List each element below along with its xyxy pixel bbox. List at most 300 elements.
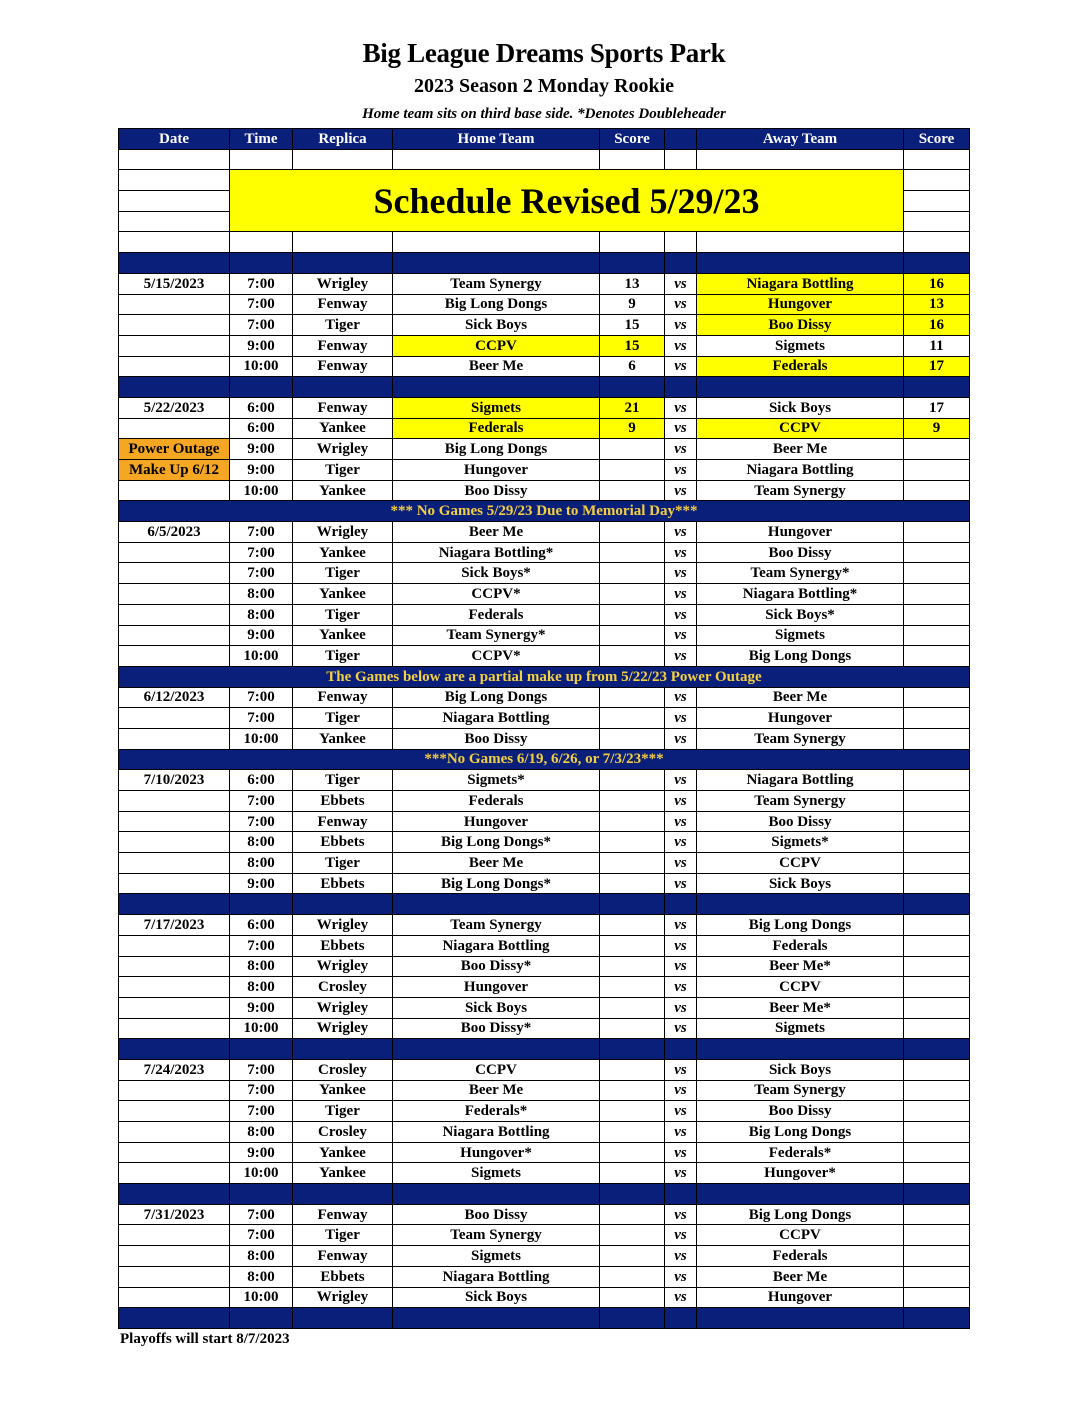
away-team: Sick Boys [697, 397, 904, 418]
away-team: Sigmets* [697, 832, 904, 853]
game-date: 7/17/2023 [119, 915, 230, 936]
vs-label: vs [665, 873, 697, 894]
blank-cell [600, 232, 665, 253]
blank-cell [904, 191, 970, 212]
table-row [119, 832, 970, 853]
divider-cell [393, 253, 600, 274]
home-team: Hungover [393, 460, 600, 481]
vs-label: vs [665, 935, 697, 956]
vs-label: vs [665, 728, 697, 749]
game-date [119, 480, 230, 501]
divider-cell [230, 1184, 293, 1205]
game-field: Fenway [293, 397, 393, 418]
game-field: Fenway [293, 811, 393, 832]
divider-row [119, 377, 970, 398]
game-time: 8:00 [230, 1122, 293, 1143]
away-team: Sick Boys* [697, 604, 904, 625]
away-score [904, 1163, 970, 1184]
vs-label: vs [665, 1101, 697, 1122]
table-row [119, 335, 970, 356]
home-score [600, 977, 665, 998]
divider-cell [393, 1184, 600, 1205]
table-row [119, 1163, 970, 1184]
away-team: Team Synergy [697, 1080, 904, 1101]
game-date [119, 542, 230, 563]
away-score [904, 1080, 970, 1101]
away-score [904, 1122, 970, 1143]
game-date [119, 646, 230, 667]
vs-label: vs [665, 315, 697, 336]
away-team: Niagara Bottling [697, 770, 904, 791]
home-score [600, 687, 665, 708]
game-date [119, 873, 230, 894]
divider-cell [697, 1308, 904, 1329]
divider-cell [904, 1308, 970, 1329]
away-score: 9 [904, 418, 970, 439]
blank-cell [697, 232, 904, 253]
game-time: 6:00 [230, 418, 293, 439]
home-score [600, 853, 665, 874]
away-score [904, 956, 970, 977]
table-row [119, 522, 970, 543]
blank-cell [119, 170, 230, 191]
schedule-body [119, 149, 970, 1328]
home-team: Team Synergy [393, 915, 600, 936]
away-score [904, 997, 970, 1018]
home-score [600, 935, 665, 956]
divider-row [119, 1308, 970, 1329]
away-score [904, 791, 970, 812]
game-time: 10:00 [230, 1163, 293, 1184]
away-team: Hungover [697, 1287, 904, 1308]
home-score: 15 [600, 315, 665, 336]
game-date [119, 1018, 230, 1039]
home-score: 15 [600, 335, 665, 356]
game-field: Ebbets [293, 873, 393, 894]
vs-label: vs [665, 1225, 697, 1246]
divider-cell [393, 894, 600, 915]
home-score [600, 708, 665, 729]
table-row [119, 977, 970, 998]
table-row [119, 811, 970, 832]
game-date [119, 418, 230, 439]
away-team: Hungover* [697, 1163, 904, 1184]
divider-cell [293, 894, 393, 915]
game-time: 10:00 [230, 728, 293, 749]
home-team: Team Synergy* [393, 625, 600, 646]
spacer-row [119, 232, 970, 253]
game-date [119, 625, 230, 646]
away-team: Boo Dissy [697, 542, 904, 563]
game-date: 7/31/2023 [119, 1204, 230, 1225]
vs-label: vs [665, 335, 697, 356]
blank-cell [665, 149, 697, 170]
away-team: Beer Me* [697, 956, 904, 977]
blank-cell [904, 170, 970, 191]
away-team: Big Long Dongs [697, 646, 904, 667]
home-score [600, 625, 665, 646]
away-score [904, 832, 970, 853]
col-header-home-score: Score [600, 129, 665, 150]
home-score [600, 542, 665, 563]
divider-row [119, 1039, 970, 1060]
game-time: 8:00 [230, 956, 293, 977]
col-header-away-score: Score [904, 129, 970, 150]
away-score [904, 811, 970, 832]
away-score: 17 [904, 356, 970, 377]
game-time: 9:00 [230, 439, 293, 460]
game-field: Wrigley [293, 1287, 393, 1308]
home-team: CCPV [393, 335, 600, 356]
home-score [600, 522, 665, 543]
page-subtitle: 2023 Season 2 Monday Rookie [413, 75, 675, 97]
home-score [600, 439, 665, 460]
away-score [904, 522, 970, 543]
home-score [600, 770, 665, 791]
away-team: Federals [697, 356, 904, 377]
notice-banner-row [119, 501, 970, 522]
home-score [600, 915, 665, 936]
divider-cell [665, 377, 697, 398]
table-row [119, 1225, 970, 1246]
game-field: Wrigley [293, 1018, 393, 1039]
game-date [119, 811, 230, 832]
game-date [119, 1225, 230, 1246]
divider-cell [293, 1308, 393, 1329]
away-score [904, 460, 970, 481]
vs-label: vs [665, 770, 697, 791]
table-row [119, 294, 970, 315]
away-team: Big Long Dongs [697, 915, 904, 936]
away-team: CCPV [697, 977, 904, 998]
away-team: Boo Dissy [697, 811, 904, 832]
table-row [119, 273, 970, 294]
game-field: Tiger [293, 460, 393, 481]
home-team: Team Synergy [393, 273, 600, 294]
divider-row [119, 253, 970, 274]
table-row [119, 1059, 970, 1080]
game-field: Ebbets [293, 832, 393, 853]
divider-cell [665, 1308, 697, 1329]
divider-row [119, 894, 970, 915]
home-team: Federals* [393, 1101, 600, 1122]
schedule-table [118, 128, 970, 1329]
home-score [600, 480, 665, 501]
vs-label: vs [665, 1122, 697, 1143]
table-row [119, 1204, 970, 1225]
game-field: Yankee [293, 728, 393, 749]
home-score [600, 873, 665, 894]
game-field: Fenway [293, 294, 393, 315]
game-time: 8:00 [230, 977, 293, 998]
game-date [119, 935, 230, 956]
game-field: Crosley [293, 1122, 393, 1143]
away-team: Hungover [697, 522, 904, 543]
home-score: 9 [600, 418, 665, 439]
home-team: Team Synergy [393, 1225, 600, 1246]
away-team: Beer Me* [697, 997, 904, 1018]
away-score [904, 1101, 970, 1122]
game-date [119, 563, 230, 584]
game-time: 6:00 [230, 770, 293, 791]
blank-cell [119, 149, 230, 170]
blank-cell [119, 211, 230, 232]
game-date [119, 1142, 230, 1163]
home-team: CCPV* [393, 584, 600, 605]
home-team: Boo Dissy* [393, 1018, 600, 1039]
blank-cell [119, 191, 230, 212]
table-row [119, 1142, 970, 1163]
home-team: Sigmets* [393, 770, 600, 791]
divider-cell [293, 253, 393, 274]
game-field: Yankee [293, 480, 393, 501]
vs-label: vs [665, 1080, 697, 1101]
away-score [904, 563, 970, 584]
divider-cell [119, 1308, 230, 1329]
home-team: Federals [393, 418, 600, 439]
away-team: Sigmets [697, 1018, 904, 1039]
game-date: 5/15/2023 [119, 273, 230, 294]
home-team: Niagara Bottling [393, 1266, 600, 1287]
divider-cell [697, 1184, 904, 1205]
vs-label: vs [665, 853, 697, 874]
vs-label: vs [665, 625, 697, 646]
game-date: 5/22/2023 [119, 397, 230, 418]
vs-label: vs [665, 1142, 697, 1163]
game-field: Ebbets [293, 1266, 393, 1287]
home-score [600, 997, 665, 1018]
divider-cell [119, 1039, 230, 1060]
blank-cell [393, 232, 600, 253]
away-score [904, 625, 970, 646]
blank-cell [665, 232, 697, 253]
table-row [119, 646, 970, 667]
divider-cell [230, 253, 293, 274]
game-time: 10:00 [230, 480, 293, 501]
home-team: Beer Me [393, 1080, 600, 1101]
vs-label: vs [665, 646, 697, 667]
vs-label: vs [665, 480, 697, 501]
home-team: Big Long Dongs* [393, 873, 600, 894]
home-score [600, 563, 665, 584]
game-time: 7:00 [230, 273, 293, 294]
game-field: Tiger [293, 315, 393, 336]
away-team: CCPV [697, 1225, 904, 1246]
game-field: Tiger [293, 1225, 393, 1246]
game-date: 6/12/2023 [119, 687, 230, 708]
table-row [119, 625, 970, 646]
divider-cell [904, 1184, 970, 1205]
game-date [119, 356, 230, 377]
game-field: Yankee [293, 418, 393, 439]
game-date: 6/5/2023 [119, 522, 230, 543]
vs-label: vs [665, 294, 697, 315]
divider-cell [665, 894, 697, 915]
game-date [119, 1101, 230, 1122]
home-team: Hungover [393, 977, 600, 998]
away-team: Federals* [697, 1142, 904, 1163]
vs-label: vs [665, 273, 697, 294]
home-score: 9 [600, 294, 665, 315]
game-field: Tiger [293, 708, 393, 729]
game-time: 10:00 [230, 1018, 293, 1039]
home-team: Niagara Bottling [393, 935, 600, 956]
away-team: Sigmets [697, 335, 904, 356]
away-team: Sick Boys [697, 873, 904, 894]
table-row [119, 997, 970, 1018]
away-score [904, 873, 970, 894]
home-team: Hungover [393, 811, 600, 832]
game-time: 7:00 [230, 791, 293, 812]
vs-label: vs [665, 832, 697, 853]
game-date [119, 791, 230, 812]
game-field: Yankee [293, 542, 393, 563]
game-time: 6:00 [230, 915, 293, 936]
away-team: CCPV [697, 418, 904, 439]
away-score [904, 584, 970, 605]
table-row [119, 853, 970, 874]
vs-label: vs [665, 604, 697, 625]
home-score [600, 1163, 665, 1184]
blank-cell [600, 149, 665, 170]
away-score [904, 728, 970, 749]
vs-label: vs [665, 522, 697, 543]
away-score [904, 1287, 970, 1308]
table-row [119, 397, 970, 418]
vs-label: vs [665, 1266, 697, 1287]
home-team: Big Long Dongs* [393, 832, 600, 853]
game-field: Crosley [293, 977, 393, 998]
divider-cell [697, 253, 904, 274]
vs-label: vs [665, 542, 697, 563]
col-header-home-team: Home Team [393, 129, 600, 150]
game-time: 7:00 [230, 1101, 293, 1122]
home-team: Niagara Bottling [393, 1122, 600, 1143]
game-time: 9:00 [230, 625, 293, 646]
notice-banner: ***No Games 6/19, 6/26, or 7/3/23*** [119, 749, 970, 770]
col-header-away-team: Away Team [697, 129, 904, 150]
game-time: 9:00 [230, 997, 293, 1018]
home-score [600, 1246, 665, 1267]
game-date: 7/24/2023 [119, 1059, 230, 1080]
vs-label: vs [665, 708, 697, 729]
divider-cell [600, 253, 665, 274]
schedule-revised-notice: Schedule Revised 5/29/23 [230, 170, 904, 232]
away-score [904, 1059, 970, 1080]
game-time: 10:00 [230, 356, 293, 377]
game-field: Fenway [293, 335, 393, 356]
away-team: Team Synergy [697, 728, 904, 749]
game-time: 7:00 [230, 708, 293, 729]
game-date [119, 708, 230, 729]
game-time: 7:00 [230, 1204, 293, 1225]
home-score [600, 1018, 665, 1039]
table-row [119, 728, 970, 749]
away-score [904, 935, 970, 956]
vs-label: vs [665, 356, 697, 377]
game-date [119, 335, 230, 356]
divider-cell [119, 253, 230, 274]
divider-cell [230, 1308, 293, 1329]
game-field: Crosley [293, 1059, 393, 1080]
home-team: Big Long Dongs [393, 439, 600, 460]
table-row [119, 1266, 970, 1287]
game-field: Yankee [293, 1080, 393, 1101]
table-row [119, 1287, 970, 1308]
game-date [119, 584, 230, 605]
away-score [904, 604, 970, 625]
away-team: Team Synergy [697, 480, 904, 501]
away-score [904, 1225, 970, 1246]
table-row [119, 439, 970, 460]
vs-label: vs [665, 1287, 697, 1308]
divider-cell [119, 894, 230, 915]
vs-label: vs [665, 1059, 697, 1080]
home-team: Boo Dissy [393, 480, 600, 501]
vs-label: vs [665, 1246, 697, 1267]
vs-label: vs [665, 397, 697, 418]
home-team: Sick Boys [393, 997, 600, 1018]
divider-cell [697, 377, 904, 398]
home-team: Beer Me [393, 522, 600, 543]
game-field: Wrigley [293, 915, 393, 936]
divider-cell [293, 377, 393, 398]
game-time: 10:00 [230, 646, 293, 667]
table-row [119, 956, 970, 977]
vs-label: vs [665, 811, 697, 832]
game-field: Ebbets [293, 791, 393, 812]
home-team: Federals [393, 604, 600, 625]
game-date [119, 853, 230, 874]
game-date [119, 1246, 230, 1267]
vs-label: vs [665, 418, 697, 439]
game-field: Fenway [293, 1204, 393, 1225]
blank-cell [293, 149, 393, 170]
game-date [119, 1287, 230, 1308]
col-header-vs [665, 129, 697, 150]
away-score: 17 [904, 397, 970, 418]
game-field: Fenway [293, 356, 393, 377]
away-team: Niagara Bottling [697, 273, 904, 294]
home-team: Sick Boys [393, 1287, 600, 1308]
blank-cell [293, 232, 393, 253]
away-team: Boo Dissy [697, 315, 904, 336]
notice-banner-row [119, 749, 970, 770]
home-team: Niagara Bottling [393, 708, 600, 729]
away-score [904, 542, 970, 563]
home-team: Sick Boys [393, 315, 600, 336]
divider-cell [600, 894, 665, 915]
game-field: Tiger [293, 646, 393, 667]
away-team: Sick Boys [697, 1059, 904, 1080]
away-score [904, 646, 970, 667]
game-date [119, 1080, 230, 1101]
game-date [119, 604, 230, 625]
table-row [119, 356, 970, 377]
game-time: 6:00 [230, 397, 293, 418]
home-score [600, 1059, 665, 1080]
away-score [904, 915, 970, 936]
divider-cell [665, 1184, 697, 1205]
home-score [600, 1080, 665, 1101]
game-date [119, 997, 230, 1018]
game-field: Tiger [293, 563, 393, 584]
home-team: Sigmets [393, 397, 600, 418]
game-time: 9:00 [230, 873, 293, 894]
vs-label: vs [665, 1163, 697, 1184]
away-team: Beer Me [697, 687, 904, 708]
divider-cell [600, 1184, 665, 1205]
